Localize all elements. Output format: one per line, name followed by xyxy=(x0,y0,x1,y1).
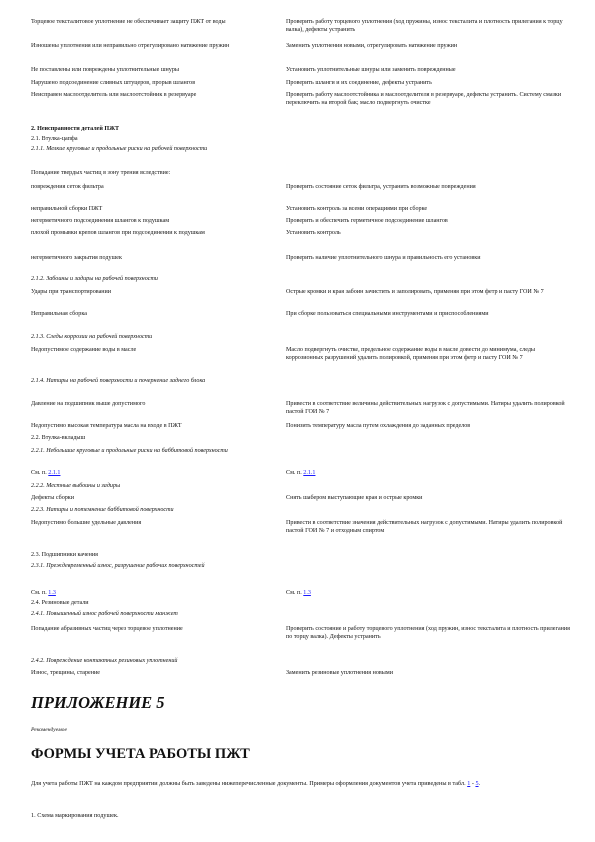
remedy-cell xyxy=(286,255,571,263)
cause-cell xyxy=(31,206,276,214)
remedy-text: Снять шабером выступающие края и острые кромки xyxy=(286,495,423,501)
intro-text: Для учета работы ПЖТ на каждом предприятии должны быть заведены нижеперечисленные документы. Примеры оформления документов учета приведены в табл. xyxy=(31,780,468,787)
heading-text: Попадание твердых частиц в зону трения вследствие: xyxy=(31,170,171,176)
heading-text: 2.1.4. Натиры на рабочей поверхности и почернение заднего блока xyxy=(31,378,206,384)
heading-text: 2.4.1. Повышенный износ рабочей поверхности манжет xyxy=(31,611,178,617)
cause-text: негерметичного закрытия подушек xyxy=(31,255,122,261)
heading-text: 2.1.1. Мелкие круговые и продольные риски на рабочей поверхности xyxy=(31,146,208,152)
remedy-cell xyxy=(286,626,571,641)
remedy-text: Проверить работу торцевого уплотнения (ход пружины, износ тексталита и плотность прилегания к торцу валка), дефекты устранить xyxy=(286,19,563,33)
cause-text: См. п. xyxy=(31,590,49,596)
cause-cell xyxy=(31,80,276,88)
table-link-1[interactable]: 1 xyxy=(467,780,471,787)
cause-text: Недопустимое содержание воды в масле xyxy=(31,347,137,353)
appendix-title: ПРИЛОЖЕНИЕ 5 xyxy=(31,693,165,712)
cause-cell xyxy=(31,495,276,503)
heading-text: 2.2.1. Небольшие круговые и продольные риски на баббитовой поверхности xyxy=(31,448,228,454)
cause-cell xyxy=(31,626,276,634)
cause-text: Недопустимо большие удельные давления xyxy=(31,520,142,526)
remedy-cell xyxy=(286,590,571,598)
remedy-text: Привести в соответствие величины действительных нагрузок с допустимыми. Натиры удалить полировкой пастой ГОИ № 7 xyxy=(286,401,565,415)
remedy-cell xyxy=(286,423,571,431)
cause-cell xyxy=(31,230,276,238)
remedy-cell xyxy=(286,470,571,478)
cause-cell xyxy=(31,590,276,598)
remedy-text: Заменить резиновые уплотнения новыми xyxy=(286,670,393,676)
cause-cell xyxy=(31,255,276,263)
cause-cell xyxy=(31,67,276,75)
remedy-cell xyxy=(286,495,571,503)
remedy-reference-link[interactable]: 1.3 xyxy=(303,590,311,596)
heading-text: 2.2. Втулка-вкладыш xyxy=(31,435,86,441)
remedy-cell xyxy=(286,206,571,214)
cause-cell xyxy=(31,401,276,409)
remedy-text: При сборке пользоваться специальными инструментами и приспособлениями xyxy=(286,311,489,317)
forms-title: ФОРМЫ УЧЕТА РАБОТЫ ПЖТ xyxy=(31,746,250,762)
heading-text: 2.4. Резиновые детали xyxy=(31,600,89,606)
remedy-cell xyxy=(286,520,571,535)
cause-text: Неисправен маслоотделитель или маслоотстойник в резервуаре xyxy=(31,92,197,98)
remedy-reference-link[interactable]: 2.1.1 xyxy=(303,470,316,476)
cause-text: неправильной сборки ПЖТ xyxy=(31,206,103,212)
heading-text: 2.1.3. Следы коррозии на рабочей поверхности xyxy=(31,334,153,340)
cause-text: повреждения сеток фильтра xyxy=(31,184,104,190)
cause-reference-link[interactable]: 1.3 xyxy=(48,590,56,596)
remedy-cell xyxy=(286,67,571,75)
cause-text: Изношены уплотнения или неправильно отрегулировано натяжение пружин xyxy=(31,43,230,49)
cause-cell xyxy=(31,423,276,431)
cause-text: Недопустимо высокая температура масла на входе в ПЖТ xyxy=(31,423,182,429)
cause-cell xyxy=(31,43,276,51)
cause-text: Неправильная сборка xyxy=(31,311,87,317)
heading-text: 2.1.2. Забоины и задиры на рабочей поверхности xyxy=(31,276,158,282)
heading-text: 2.2.3. Натиры и потемнение баббитовой поверхности xyxy=(31,507,174,513)
cause-cell xyxy=(31,520,276,528)
remedy-text: Проверить состояние и работу торцевого уплотнения (ход пружин, износ тексталита и плотность прилегания по торцу валка). Дефекты устранить xyxy=(286,626,570,640)
remedy-text: Проверить и обеспечить герметичное подсоединение шлангов xyxy=(286,218,448,224)
remedy-text: Проверить наличие уплотнительного шнура и правильность его установки xyxy=(286,255,481,261)
marking-scheme-line: 1. Схема маркирования подушек. xyxy=(31,812,119,819)
remedy-text: Понизить температуру масла путем охлаждения до заданных пределов xyxy=(286,423,471,429)
appendix-note: Рекомендуемое xyxy=(31,727,67,733)
remedy-cell xyxy=(286,80,571,88)
heading-text: 2.2.2. Местные выбоины и задиры xyxy=(31,483,121,489)
intro-dash: - xyxy=(470,780,476,787)
heading-text: 2.1. Втулка-цапфа xyxy=(31,136,78,142)
remedy-text: Заменить уплотнения новыми, отрегулировать натяжение пружин xyxy=(286,43,458,49)
section-heading-text: 2. Неисправности деталей ПЖТ xyxy=(31,126,120,132)
cause-cell xyxy=(31,311,276,319)
cause-cell xyxy=(31,347,276,355)
remedy-text: Установить контроль за всеми операциями при сборке xyxy=(286,206,428,212)
cause-text: Не поставлены или повреждены уплотнительные шнуры xyxy=(31,67,179,73)
table-link-5[interactable]: 5 xyxy=(475,780,479,787)
remedy-cell xyxy=(286,670,571,678)
remedy-cell xyxy=(286,289,571,297)
cause-text: Давление на подшипник выше допустимого xyxy=(31,401,146,407)
heading-text: 2.4.2. Повреждение контактных резиновых уплотнений xyxy=(31,658,178,664)
intro-end: . xyxy=(478,780,481,787)
remedy-text: См. п. xyxy=(286,590,304,596)
remedy-cell xyxy=(286,92,571,107)
cause-text: См. п. xyxy=(31,470,49,476)
cause-text: Износ, трещины, старение xyxy=(31,670,100,676)
remedy-cell xyxy=(286,19,571,34)
cause-text: Дефекты сборки xyxy=(31,495,75,501)
remedy-cell xyxy=(286,218,571,226)
remedy-cell xyxy=(286,184,571,192)
cause-cell xyxy=(31,19,276,27)
remedy-text: Острые кромки и края забоин зачистить и заполировать, применяя при этом фетр и пасту ГОИ № 7 xyxy=(286,289,544,295)
cause-cell xyxy=(31,92,276,100)
cause-cell xyxy=(31,289,276,297)
remedy-text: Установить уплотнительные шнуры или заменить поврежденные xyxy=(286,67,456,73)
cause-reference-link[interactable]: 2.1.1 xyxy=(48,470,61,476)
remedy-cell xyxy=(286,401,571,416)
remedy-cell xyxy=(286,347,571,362)
remedy-text: Установить контроль xyxy=(286,230,341,236)
cause-text: Удары при транспортировании xyxy=(31,289,112,295)
intro-paragraph xyxy=(31,780,571,788)
cause-cell xyxy=(31,470,276,478)
remedy-cell xyxy=(286,43,571,51)
cause-cell xyxy=(31,184,276,192)
remedy-text: Масло подвергнуть очистке, предельное содержание воды в масле довести до минимума, следы коррозионных разрушений удалить полировкой, применяя при этом фетр и пасту ГОИ № 7 xyxy=(286,347,536,361)
cause-text: плохой промывки крепов шлангов при подсоединении к подушкам xyxy=(31,230,205,236)
remedy-text: Привести в соответствие значения действительных нагрузок с допустимыми. Натиры удалить полировкой пастой ГОИ № 7 и отходным спиртом xyxy=(286,520,563,534)
heading-text: 2.3.1. Преждевременный износ, разрушение рабочих поверхностей xyxy=(31,563,205,569)
remedy-text: Проверить состояние сеток фильтра, устранить возможные повреждения xyxy=(286,184,476,190)
cause-text: негерметичного подсоединения шлангов к подушкам xyxy=(31,218,170,224)
heading-text: 2.3. Подшипники качения xyxy=(31,552,98,558)
cause-cell xyxy=(31,670,276,678)
cause-text: Попадание абразивных частиц через торцевое уплотнение xyxy=(31,626,183,632)
cause-text: Нарушено подсоединение сливных штуцеров, прорыв шлангов xyxy=(31,80,196,86)
remedy-text: См. п. xyxy=(286,470,304,476)
remedy-cell xyxy=(286,311,571,319)
remedy-cell xyxy=(286,230,571,238)
remedy-text: Проверить работу маслоотстойника и маслоотделителя в резервуаре, дефекты устранить. Систему смазки переключить на второй бак; масло подвергнуть очистке xyxy=(286,92,562,106)
remedy-text: Проверить шланги и их соединение, дефекты устранить xyxy=(286,80,432,86)
cause-text: Торцевое тексталитовое уплотнение не обеспечивает защиту ПЖТ от воды xyxy=(31,19,226,25)
cause-cell xyxy=(31,218,276,226)
